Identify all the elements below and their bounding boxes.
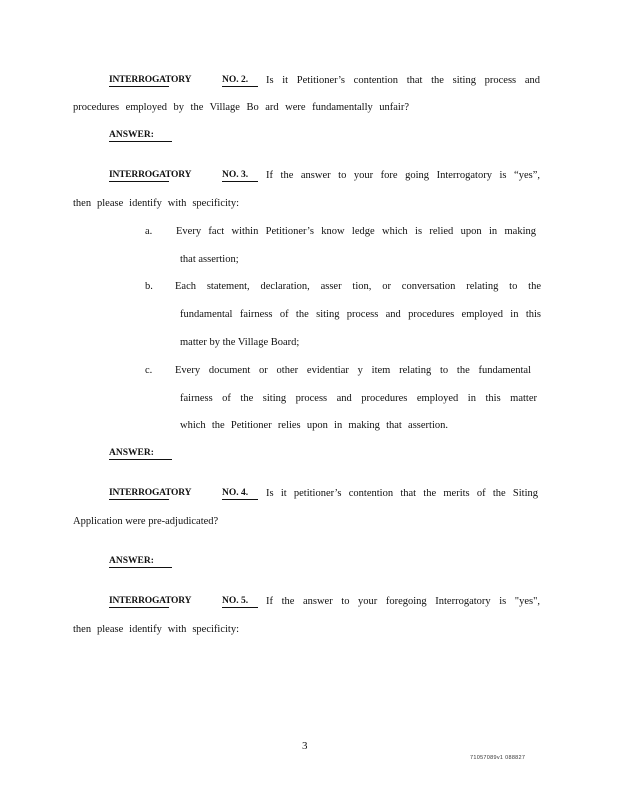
interrogatory-5-text-line-2: then please identify with specificity: (73, 624, 239, 635)
interrogatory-3-number: NO. 3. (222, 169, 258, 182)
item-b-line-1: Each statement, declaration, asser tion, or conversation relating to the (175, 281, 541, 292)
interrogatory-4-label: INTERROGATORY (109, 488, 192, 498)
interrogatory-2-text-line-1: Is it Petitioner’s contention that the siting process and (266, 75, 540, 86)
interrogatory-5-number: NO. 5. (222, 595, 258, 608)
interrogatory-5-label: INTERROGATORY (109, 596, 192, 606)
item-c-line-1: Every document or other evidentiar y item relating to the fundamental (175, 365, 531, 376)
item-b-line-2: fundamental fairness of the siting process and procedures employed in this (180, 309, 541, 320)
item-a-line-1: Every fact within Petitioner’s know ledge which is relied upon in making (176, 226, 536, 237)
item-c-marker: c. (145, 365, 153, 376)
interrogatory-2-text-line-2: procedures employed by the Village Bo ard were fundamentally unfair? (73, 102, 409, 113)
page-number: 3 (302, 740, 308, 752)
interrogatory-3-label: INTERROGATORY (109, 170, 192, 180)
interrogatory-2-number: NO. 2. (222, 74, 258, 87)
item-b-marker: b. (145, 281, 153, 292)
item-a-marker: a. (145, 226, 153, 237)
item-b-line-3: matter by the Village Board; (180, 337, 300, 348)
interrogatory-5-text-line-1: If the answer to your foregoing Interrogatory is "yes", (266, 596, 540, 607)
answer-3-label: ANSWER: (109, 447, 172, 460)
answer-4-label: ANSWER: (109, 555, 172, 568)
interrogatory-3-text-line-1: If the answer to your fore going Interrogatory is “yes”, (266, 170, 540, 181)
interrogatory-3-text-line-2: then please identify with specificity: (73, 198, 239, 209)
item-c-line-2: fairness of the siting process and procedures employed in this matter (180, 393, 537, 404)
item-a-line-2: that assertion; (180, 254, 239, 265)
item-c-line-3: which the Petitioner relies upon in making that assertion. (180, 420, 448, 431)
interrogatory-2-label: INTERROGATORY (109, 75, 192, 85)
interrogatory-4-text-line-1: Is it petitioner’s contention that the merits of the Siting (266, 488, 538, 499)
interrogatory-4-number: NO. 4. (222, 487, 258, 500)
interrogatory-4-text-line-2: Application were pre-adjudicated? (73, 516, 219, 527)
answer-2-label: ANSWER: (109, 129, 172, 142)
document-id: 71057089v1 088827 (470, 755, 526, 761)
